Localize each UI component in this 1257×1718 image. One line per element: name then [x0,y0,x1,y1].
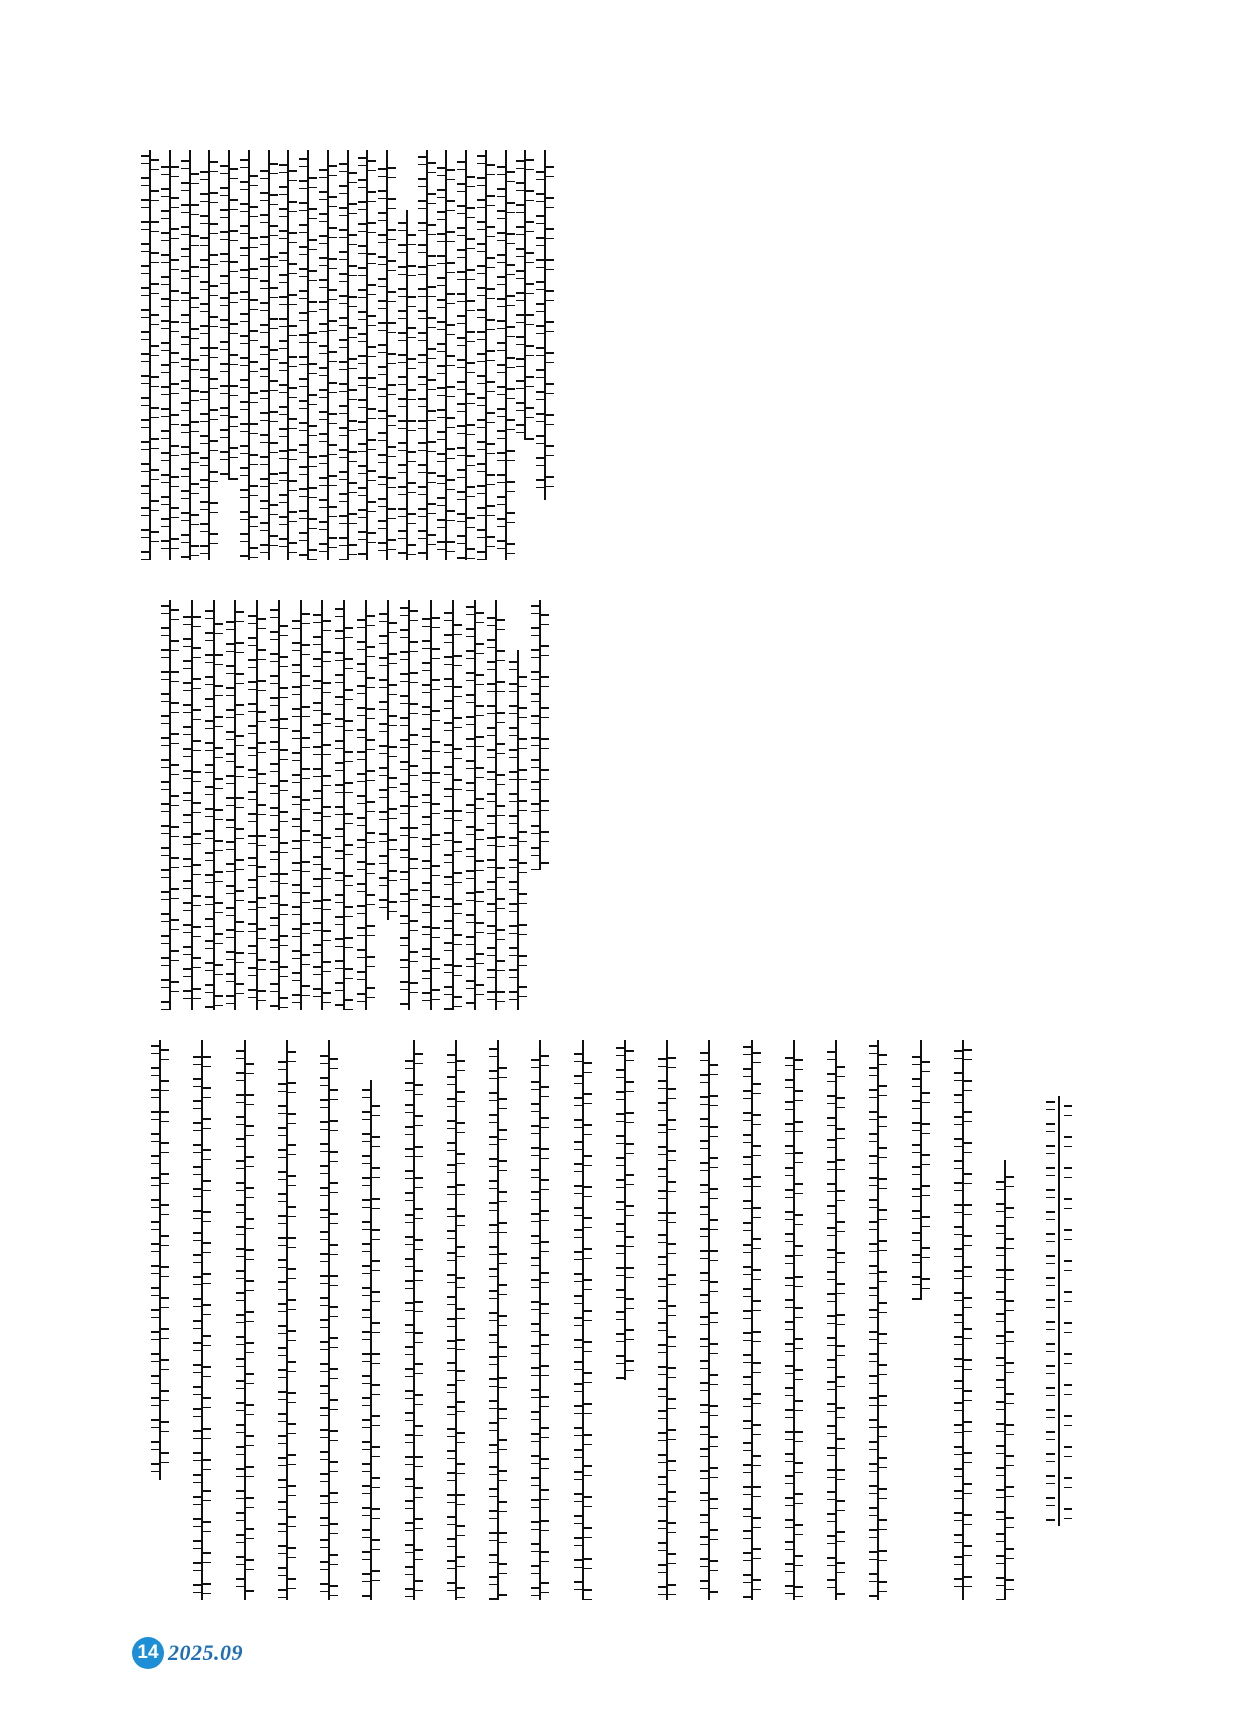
text-column [658,1040,676,1600]
text-column [509,650,527,1010]
text-column [320,1040,338,1600]
text-column [516,150,534,440]
text-column [996,1160,1014,1600]
text-column [248,600,266,1010]
text-column [279,150,297,560]
section-title [1046,1096,1072,1526]
text-column [183,600,201,1010]
text-column [339,150,357,560]
page-number-badge: 14 [132,1637,164,1669]
text-column [200,150,218,560]
text-column [205,600,223,1010]
issue-label: 2025.09 [168,1640,243,1665]
text-column [378,150,396,560]
text-column [574,1040,592,1600]
text-column [405,1040,423,1600]
text-column [226,600,244,1010]
text-column [487,600,505,1010]
text-column [193,1040,211,1600]
text-column [141,150,159,560]
text-column [299,150,317,560]
text-column [785,1040,803,1600]
text-column [536,150,554,500]
text-column [869,1040,887,1600]
text-column [743,1040,761,1600]
text-column [418,150,436,560]
text-column [616,1040,634,1380]
text-column [335,600,353,1010]
text-column [292,600,310,1010]
text-column [531,1040,549,1600]
text-column [400,600,418,1010]
text-column [531,600,549,870]
text-column [161,600,179,1010]
text-column [437,150,455,560]
text-column [422,600,440,1010]
text-column [260,150,278,560]
text-column [362,1080,380,1600]
text-column [278,1040,296,1600]
text-column [379,600,397,920]
text-column [240,150,258,560]
text-column [489,1040,507,1600]
text-column [447,1040,465,1600]
text-column [181,150,199,560]
page-footer [132,1636,243,1670]
text-column [220,150,238,480]
text-column [827,1040,845,1600]
text-column [477,150,495,560]
text-column [236,1040,254,1600]
text-column [444,600,462,1010]
text-column [151,1040,169,1480]
text-column [313,600,331,1010]
text-column [398,210,416,560]
text-column [270,600,288,1010]
text-column [357,600,375,1010]
text-column [161,150,179,560]
text-column [700,1040,718,1600]
text-column [319,150,337,560]
text-column [358,150,376,560]
text-column [912,1040,930,1300]
text-column [497,150,515,560]
text-column [954,1040,972,1600]
text-column [466,600,484,1010]
text-column [457,150,475,560]
